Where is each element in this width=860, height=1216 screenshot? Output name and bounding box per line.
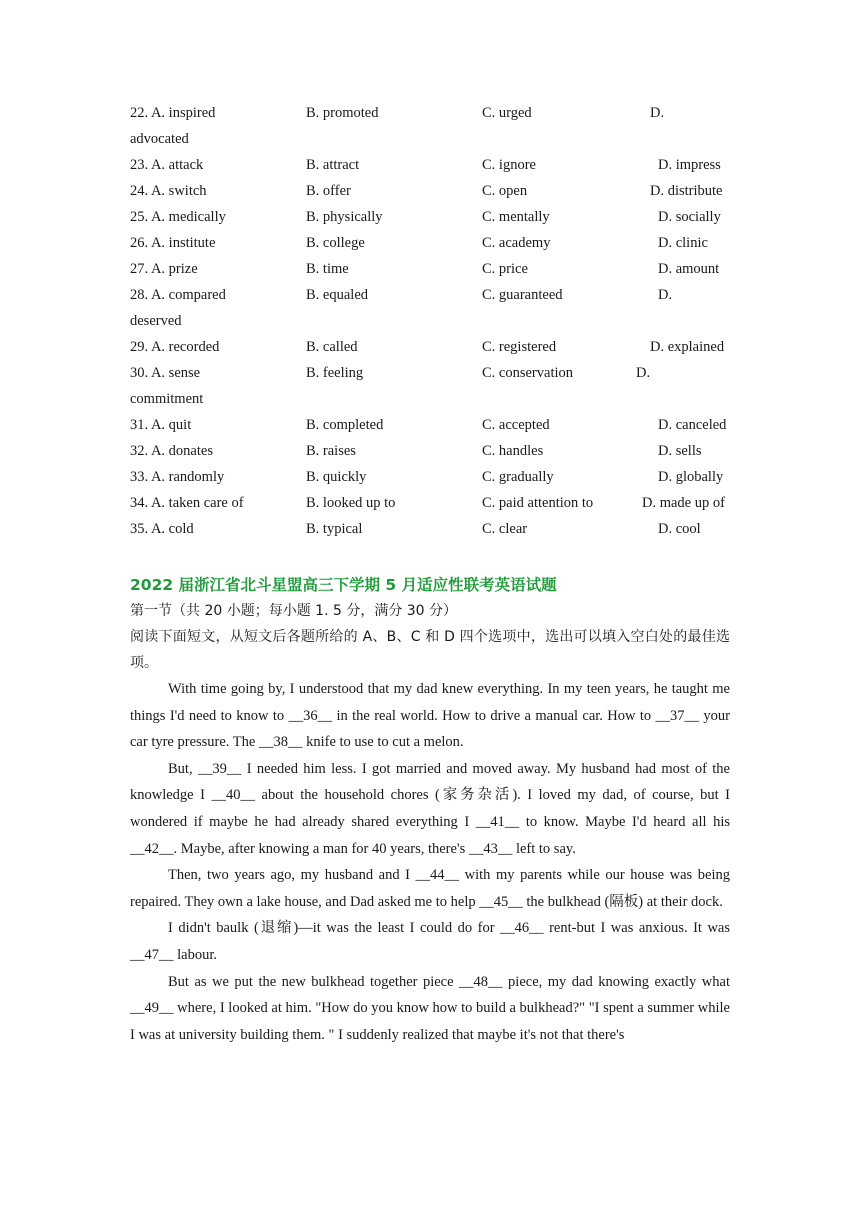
option-c: C. guaranteed [482,287,563,303]
option-b: B. called [306,339,358,355]
option-row [130,282,730,308]
option-row [130,230,730,256]
option-a: 28. A. compared [130,287,226,303]
option-a: 32. A. donates [130,443,213,459]
option-c: C. mentally [482,209,550,225]
option-a: 35. A. cold [130,521,194,537]
option-row [130,152,730,178]
option-d-wrap: deserved [130,313,182,329]
option-d: D. [636,365,651,381]
option-c: C. ignore [482,157,536,173]
passage-paragraph: Then, two years ago, my husband and I __44__ with my parents while our house was being repaired. They own a lake house, and Dad asked me to help __45__ the bulkhead (隔板) at their dock. [130,867,730,910]
option-a: 30. A. sense [130,365,201,381]
option-b: B. attract [306,157,360,173]
option-b: B. physically [306,209,383,225]
option-b: B. time [306,261,349,277]
option-row [130,204,730,230]
option-d: D. socially [658,209,721,225]
option-d: D. clinic [658,235,708,251]
option-a: 34. A. taken care of [130,495,244,511]
option-c: C. urged [482,105,532,121]
option-c: C. academy [482,235,551,251]
option-row [130,464,730,490]
option-row [130,490,730,516]
passage-paragraph: With time going by, I understood that my dad knew everything. In my teen years, he taught me things I'd need to know to __36__ in the real world. How to drive a manual car. How to __37__ your car tyre pressure. The __38__ knife to use to cut a melon. [130,681,730,751]
option-b: B. completed [306,417,384,433]
option-row [130,438,730,464]
section-instruction: 阅读下面短文，从短文后各题所给的 A、B、C 和 D 四个选项中，选出可以填入空白处的最佳选项。 [130,629,730,671]
option-d: D. distribute [650,183,723,199]
options-list [130,100,730,542]
option-row [130,334,730,360]
option-c: C. price [482,261,528,277]
option-row [130,178,730,204]
option-c: C. handles [482,443,544,459]
option-c: C. conservation [482,365,574,381]
passage [130,676,730,1048]
option-b: B. offer [306,183,351,199]
option-b: B. promoted [306,105,379,121]
option-d: D. [650,105,665,121]
option-a: 23. A. attack [130,157,204,173]
option-c: C. accepted [482,417,550,433]
section-subtitle: 第一节（共 20 小题；每小题 1. 5 分，满分 30 分） [130,603,458,619]
option-d: D. canceled [658,417,727,433]
passage-paragraph: But as we put the new bulkhead together piece __48__ piece, my dad knowing exactly what __49__ where, I looked at him. "How do you know how to build a bulkhead?" "I spent a summer while I was at university building them. " I suddenly realized that maybe it's not that there's [130,973,730,1043]
option-row [130,100,730,126]
option-d: D. explained [650,339,725,355]
option-row [130,412,730,438]
option-d-wrap: advocated [130,131,189,147]
option-d-wrap: commitment [130,391,204,407]
option-b: B. equaled [306,287,369,303]
passage-paragraph: I didn't baulk (退缩)—it was the least I could do for __46__ rent-but I was anxious. It was __47__ labour. [130,920,730,963]
option-c: C. open [482,183,528,199]
document-page [130,100,730,1048]
option-a: 26. A. institute [130,235,216,251]
option-c: C. clear [482,521,528,537]
option-b: B. quickly [306,469,367,485]
option-a: 33. A. randomly [130,469,225,485]
option-a: 22. A. inspired [130,105,216,121]
option-d: D. made up of [642,495,725,511]
option-a: 27. A. prize [130,261,198,277]
option-d: D. cool [658,521,701,537]
option-a: 31. A. quit [130,417,192,433]
option-b: B. looked up to [306,495,396,511]
option-c: C. paid attention to [482,495,594,511]
option-a: 29. A. recorded [130,339,220,355]
option-d: D. sells [658,443,702,459]
option-b: B. typical [306,521,363,537]
option-a: 25. A. medically [130,209,226,225]
option-d: D. impress [658,157,721,173]
option-c: C. registered [482,339,557,355]
option-a: 24. A. switch [130,183,207,199]
option-row [130,360,730,386]
option-row [130,256,730,282]
option-c: C. gradually [482,469,554,485]
option-d: D. globally [658,469,724,485]
option-b: B. feeling [306,365,364,381]
option-d: D. [658,287,673,303]
option-b: B. raises [306,443,356,459]
option-row [130,516,730,542]
passage-paragraph: But, __39__ I needed him less. I got married and moved away. My husband had most of the knowledge I __40__ about the household chores (家务杂活). I loved my dad, of course, but I wondered if maybe he had already shared everything I __41__ to know. Maybe I'd heard all his __42__. Maybe, after knowing a man for 40 years, there's __43__ left to say. [130,760,730,857]
option-d: D. amount [658,261,720,277]
option-b: B. college [306,235,365,251]
section-title: 2022 届浙江省北斗星盟高三下学期 5 月适应性联考英语试题 [130,576,557,594]
